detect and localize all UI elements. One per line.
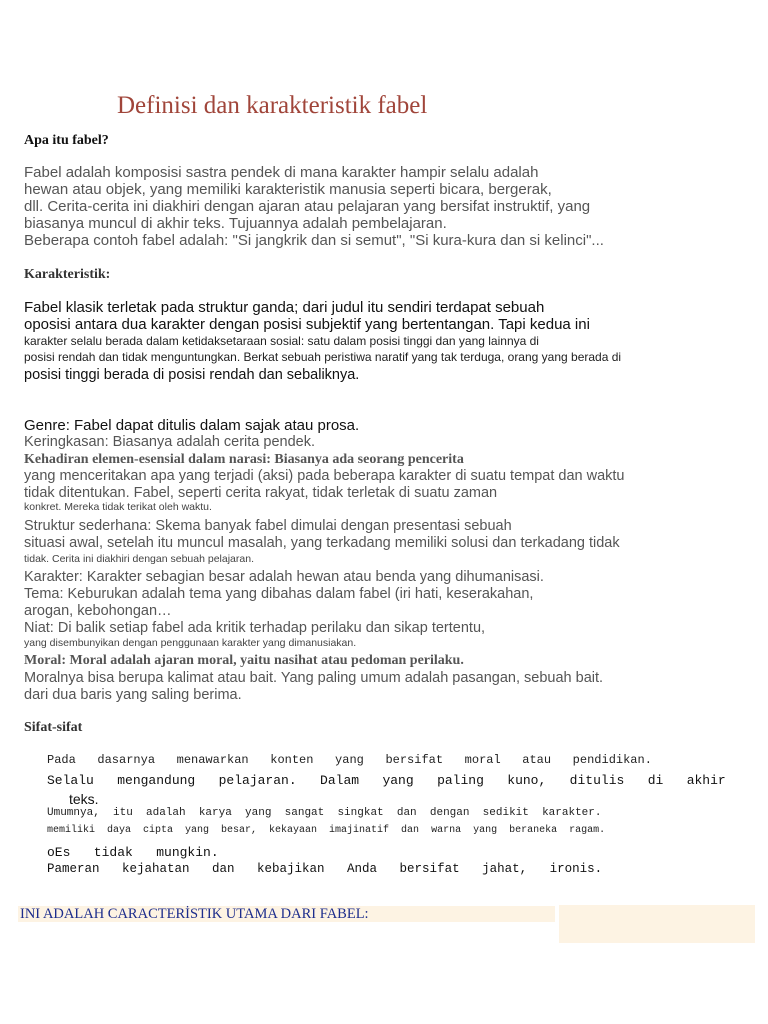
paragraph-line: yang disembunyikan dengan penggunaan karakter yang dimanusiakan.: [24, 637, 357, 649]
theme-line: Tema: Keburukan adalah tema yang dibahas dalam fabel (iri hati, keserakahan,: [24, 586, 534, 602]
paragraph-line: oposisi antara dua karakter dengan posisi subjektif yang bertentangan. Tapi kedua ini: [24, 316, 590, 333]
paragraph-line: tidak ditentukan. Fabel, seperti cerita rakyat, tidak terletak di suatu zaman: [24, 485, 498, 501]
paragraph-line: karakter selalu berada dalam ketidaksetaraan sosial: satu dalam posisi tinggi dan yang lainnya di: [24, 334, 539, 348]
main-characteristics-bar: [18, 906, 555, 922]
property-line: Umumnya, itu adalah karya yang sangat singkat dan dengan sedikit karakter.: [47, 807, 602, 819]
highlight-box: [559, 905, 755, 943]
genre-line: Genre: Fabel dapat ditulis dalam sajak atau prosa.: [24, 417, 360, 434]
paragraph-line: Beberapa contoh fabel adalah: "Si jangkrik dan si semut", "Si kura-kura dan si kelinci"...: [24, 232, 604, 249]
paragraph-line: yang menceritakan apa yang terjadi (aksi) pada beberapa karakter di suatu tempat dan waktu: [24, 468, 625, 484]
paragraph-line: tidak. Cerita ini diakhiri dengan sebuah pelajaran.: [24, 553, 254, 565]
paragraph-line: biasanya muncul di akhir teks. Tujuannya adalah pembelajaran.: [24, 215, 447, 232]
essential-elements-heading: Kehadiran elemen-esensial dalam narasi: Biasanya ada seorang pencerita: [24, 452, 464, 467]
section-heading-what-is-fable: Apa itu fabel?: [24, 133, 109, 148]
paragraph-line: arogan, kebohongan…: [24, 603, 172, 619]
paragraph-line: situasi awal, setelah itu muncul masalah, yang terkadang memiliki solusi dan terkadang tidak: [24, 535, 620, 551]
paragraph-line: hewan atau objek, yang memiliki karakteristik manusia seperti bicara, bergerak,: [24, 181, 552, 198]
character-line: Karakter: Karakter sebagian besar adalah hewan atau benda yang dihumanisasi.: [24, 569, 544, 585]
property-line: memiliki daya cipta yang besar, kekayaan imajinatif dan warna yang beraneka ragam.: [47, 825, 606, 836]
property-line: Pada dasarnya menawarkan konten yang bersifat moral atau pendidikan.: [47, 753, 652, 767]
paragraph-line: Fabel adalah komposisi sastra pendek di mana karakter hampir selalu adalah: [24, 164, 539, 181]
paragraph-line: dll. Cerita-cerita ini diakhiri dengan ajaran atau pelajaran yang bersifat instruktif, yang: [24, 198, 591, 215]
paragraph-line: Moralnya bisa berupa kalimat atau bait. Yang paling umum adalah pasangan, sebuah bait.: [24, 670, 604, 686]
property-line: Pameran kejahatan dan kebajikan Anda bersifat jahat, ironis.: [47, 862, 603, 876]
paragraph-line: posisi tinggi berada di posisi rendah dan sebaliknya.: [24, 367, 360, 383]
paragraph-line: dari dua baris yang saling berima.: [24, 687, 242, 703]
brevity-line: Keringkasan: Biasanya adalah cerita pendek.: [24, 434, 315, 450]
moral-heading: Moral: Moral adalah ajaran moral, yaitu nasihat atau pedoman perilaku.: [24, 653, 464, 668]
property-line: Selalu mengandung pelajaran. Dalam yang paling kuno, ditulis di akhir: [47, 773, 726, 788]
intent-line: Niat: Di balik setiap fabel ada kritik terhadap perilaku dan sikap tertentu,: [24, 620, 486, 636]
section-heading-properties: Sifat-sifat: [24, 720, 83, 735]
property-line: oEs tidak mungkin.: [47, 845, 219, 860]
property-line-continuation: teks.: [69, 791, 99, 807]
main-characteristics-label: INI ADALAH CARACTERİSTIK UTAMA DARI FABEL:: [20, 906, 369, 922]
paragraph-line: posisi rendah dan tidak menguntungkan. Berkat sebuah peristiwa naratif yang tak terduga, orang yang berada di: [24, 350, 622, 364]
section-heading-characteristics: Karakteristik:: [24, 267, 111, 282]
page-title: Definisi dan karakteristik fabel: [117, 92, 428, 119]
paragraph-line: Fabel klasik terletak pada struktur ganda; dari judul itu sendiri terdapat sebuah: [24, 299, 545, 316]
structure-line: Struktur sederhana: Skema banyak fabel dimulai dengan presentasi sebuah: [24, 518, 512, 534]
paragraph-line: konkret. Mereka tidak terikat oleh waktu.: [24, 501, 212, 513]
